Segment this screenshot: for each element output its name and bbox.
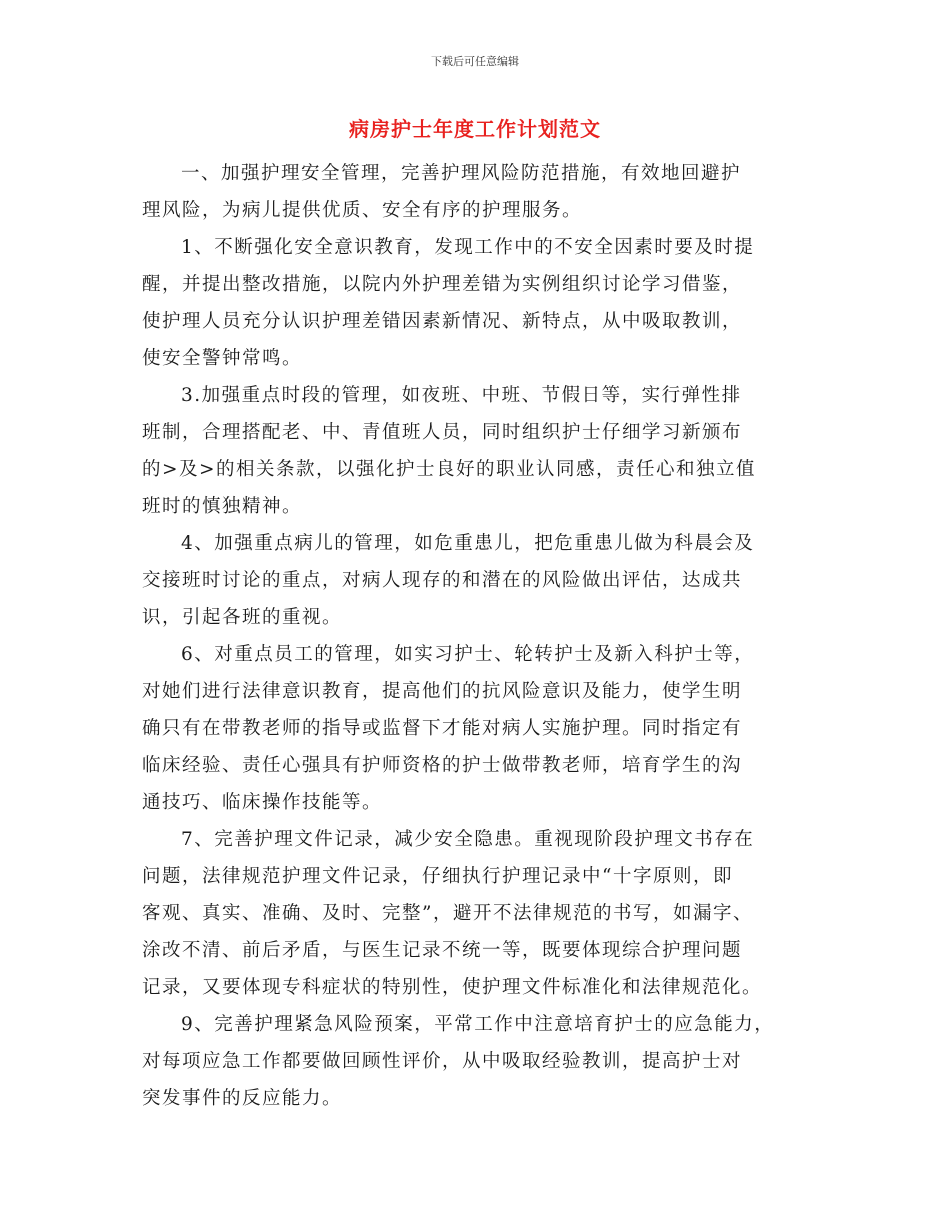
paragraph-line: 确只有在带教老师的指导或监督下才能对病人实施护理。同时指定有 <box>142 718 743 739</box>
paragraph-line: 记录，又要体现专科症状的特别性，使护理文件标准化和法律规范化。 <box>142 977 763 998</box>
paragraph-line: 临床经验、责任心强具有护师资格的护士做带教老师，培育学生的沟 <box>142 755 743 776</box>
paragraph-line: 9、完善护理紧急风险预案，平常工作中注意培育护士的应急能力， <box>181 1014 775 1035</box>
paragraph-line: 涂改不清、前后矛盾，与医生记录不统一等，既要体现综合护理问题 <box>142 940 743 961</box>
paragraph-line: 醒，并提出整改措施，以院内外护理差错为实例组织讨论学习借鉴， <box>142 274 743 295</box>
paragraph-item-6 <box>142 636 832 821</box>
paragraph-item-7 <box>142 821 832 1006</box>
paragraph-line: 1、不断强化安全意识教育，发现工作中的不安全因素时要及时提 <box>181 237 755 258</box>
paragraph-item-4 <box>142 525 832 636</box>
paragraph-line: 3.加强重点时段的管理，如夜班、中班、节假日等，实行弹性排 <box>181 385 742 406</box>
paragraph-line: 使安全警钟常鸣。 <box>142 348 303 369</box>
paragraph-line: 4、加强重点病儿的管理，如危重患儿，把危重患儿做为科晨会及 <box>181 533 755 554</box>
paragraph-item-1 <box>142 229 832 377</box>
paragraph-line: 突发事件的反应能力。 <box>142 1088 343 1109</box>
paragraph-line: 对每项应急工作都要做回顾性评价，从中吸取经验教训，提高护士对 <box>142 1051 743 1072</box>
paragraph-line: 识，引起各班的重视。 <box>142 607 343 628</box>
paragraph-line: 通技巧、临床操作技能等。 <box>142 792 383 813</box>
paragraph-line: 班制，合理搭配老、中、青值班人员，同时组织护士仔细学习新颁布 <box>142 422 743 443</box>
paragraph-line: 客观、真实、准确、及时、完整”，避开不法律规范的书写，如漏字、 <box>142 903 753 924</box>
paragraph-line: 班时的慎独精神。 <box>142 496 303 517</box>
document-body <box>142 155 832 1117</box>
paragraph-safety-management <box>142 155 832 229</box>
paragraph-item-9 <box>142 1006 832 1117</box>
document-title: 病房护士年度工作计划范文 <box>349 117 601 141</box>
paragraph-line: 使护理人员充分认识护理差错因素新情况、新特点，从中吸取教训， <box>142 311 743 332</box>
paragraph-line: 交接班时讨论的重点，对病人现存的和潜在的风险做出评估，达成共 <box>142 570 743 591</box>
page-header-note: 下载后可任意编辑 <box>431 55 519 68</box>
paragraph-line: 6、对重点员工的管理，如实习护士、轮转护士及新入科护士等， <box>181 644 755 665</box>
paragraph-line: 对她们进行法律意识教育，提高他们的抗风险意识及能力，使学生明 <box>142 681 743 702</box>
paragraph-line: 的>及>的相关条款，以强化护士良好的职业认同感，责任心和独立值 <box>142 459 757 480</box>
paragraph-line: 7、完善护理文件记录，减少安全隐患。重视现阶段护理文书存在 <box>181 829 755 850</box>
paragraph-item-3 <box>142 377 832 525</box>
paragraph-line: 一、加强护理安全管理，完善护理风险防范措施，有效地回避护 <box>181 163 742 184</box>
paragraph-line: 问题，法律规范护理文件记录，仔细执行护理记录中“十字原则，即 <box>142 866 733 887</box>
paragraph-line: 理风险，为病儿提供优质、安全有序的护理服务。 <box>142 200 583 221</box>
